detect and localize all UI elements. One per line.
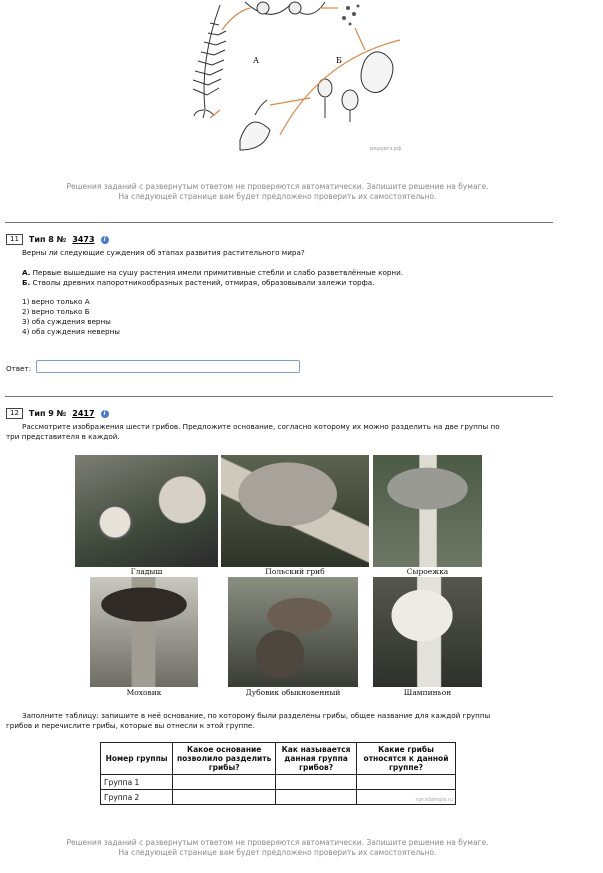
table-cell[interactable] [357,775,456,790]
divider [5,396,553,397]
info-icon[interactable]: i [101,236,109,244]
question-number: 11 [6,234,23,245]
answer-option: 4) оба суждения неверны [22,327,120,336]
self-check-note [0,838,555,858]
table-cell[interactable] [173,775,276,790]
self-check-note [0,182,555,202]
table-watermark: vpr.sdamgia.ru [415,797,453,803]
question-11-prompt: Верны ли следующие суждения об этапах развития растительного мира? [22,248,305,257]
question-number: 12 [6,408,23,419]
mushroom-photo-polish [221,455,369,567]
statement-b [22,278,374,288]
table-cell: Группа 2 [101,790,173,805]
mushroom-photo-champignon [373,577,482,687]
answer-option: 2) верно только Б [22,307,90,316]
question-type: Тип 8 № [28,235,67,244]
answer-option: 1) верно только А [22,297,90,306]
statement-b-text: Стволы древних папоротникообразных растений, отмирая, образовывали залежи торфа. [30,278,375,287]
note-line-1: Решения заданий с развернутым ответом не проверяются автоматически. Запишите решение на бумаге. [66,182,489,191]
statement-b-label: Б. [22,278,31,287]
mushroom-caption: Шампиньон [403,688,452,697]
answer-option: 3) оба суждения верны [22,317,111,326]
stage-label-b: Б [336,56,342,65]
table-row [101,790,456,805]
mushroom-caption: Моховик [126,688,162,697]
table-header: Как называется данная группа грибов? [276,743,357,775]
table-header-row [101,743,456,775]
stage-label-a: А [253,56,260,65]
table-header: Какие грибы относятся к данной группе? [357,743,456,775]
divider [5,222,553,223]
table-header: Номер группы [101,743,173,775]
statement-a-label: А. [22,268,31,277]
statement-a-text: Первые вышедшие на сушу растения имели примитивные стебли и слабо разветвлённые корни. [30,268,404,277]
note-line-2: На следующей странице вам будет предложено проверить их самостоятельно. [118,848,437,857]
question-11-header [6,234,109,245]
mushroom-photo-dubovik [228,577,358,687]
note-line-2: На следующей странице вам будет предложено проверить их самостоятельно. [118,192,437,201]
question-id-link[interactable]: 3473 [72,235,95,244]
fern-drawing [193,5,226,118]
table-row [101,775,456,790]
answer-input[interactable] [36,360,300,373]
question-12-prompt-line-1: Рассмотрите изображения шести грибов. Предложите основание, согласно которому их можно разделить на две группы по [22,422,500,431]
mushroom-caption: Гладыш [130,567,163,576]
mushroom-photo-russula [373,455,482,567]
mushroom-caption: Польский гриб [265,567,325,576]
answer-label: Ответ: [6,364,32,373]
question-type: Тип 9 № [28,409,67,418]
table-cell[interactable] [276,790,357,805]
note-line-1: Решения заданий с развернутым ответом не проверяются автоматически. Запишите решение на бумаге. [66,838,489,847]
mushroom-photo-gladysh [75,455,218,567]
mushroom-caption: Дубовик обыкновенный [245,688,341,697]
life-cycle-figure [160,0,420,160]
table-instruction-line-2: грибов и перечислите грибы, которые вы отнесли к этой группе. [6,721,255,730]
table-cell: Группа 1 [101,775,173,790]
question-id-link[interactable]: 2417 [72,409,95,418]
table-cell[interactable] [276,775,357,790]
question-12-header [6,408,109,419]
answer-table [100,742,456,805]
mushroom-caption: Сыроежка [406,567,449,576]
table-cell[interactable] [357,790,456,805]
table-instruction-line-1: Заполните таблицу: запишите в неё основание, по которому были разделены грибы, общее название для каждой группы [22,711,491,720]
question-12-prompt-line-2: три представителя в каждой. [6,432,120,441]
statement-a [22,268,403,278]
figure-watermark: решуегэ.рф [370,146,402,152]
table-cell[interactable] [173,790,276,805]
mushroom-photo-mokhovik [90,577,198,687]
table-header: Какое основание позволило разделить грибы? [173,743,276,775]
info-icon[interactable]: i [101,410,109,418]
